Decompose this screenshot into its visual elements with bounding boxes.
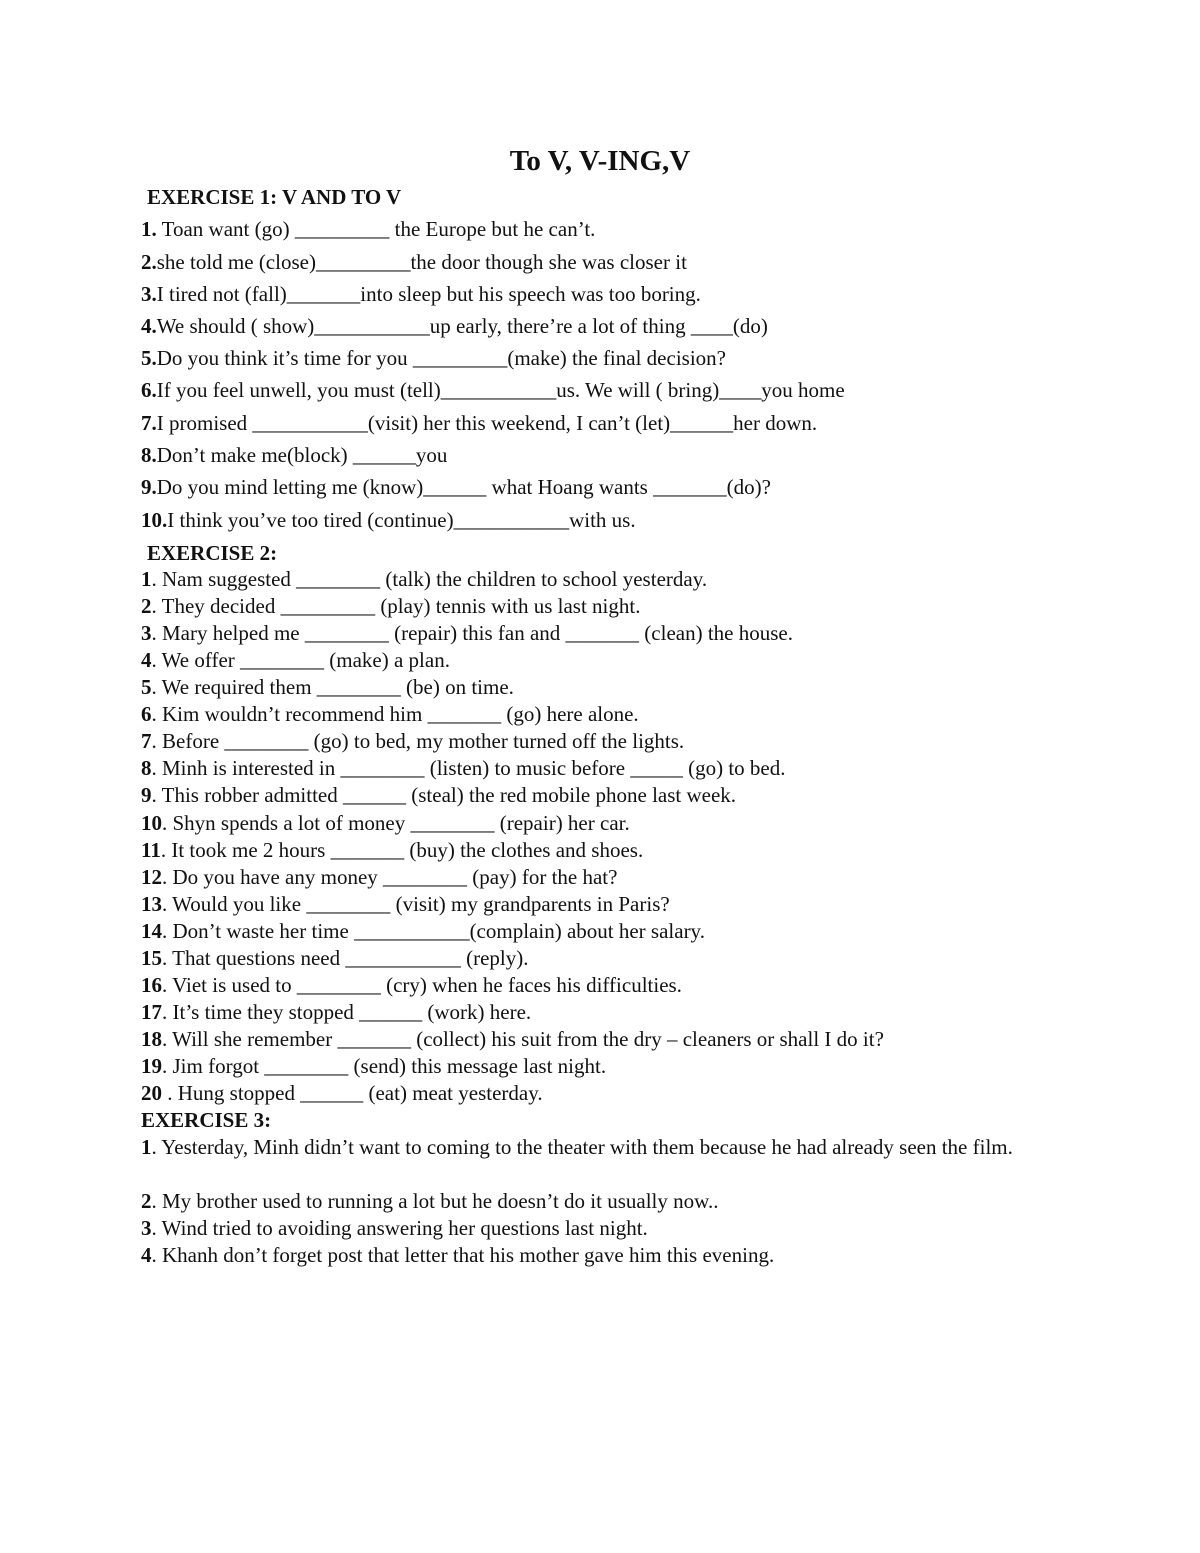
exercise-1-item [141,281,701,307]
exercise-1-item [141,377,845,403]
item-number: 6. [141,378,157,402]
exercise-2-item [141,945,528,971]
exercise-3-item [141,1188,718,1214]
item-number: 1. [141,217,157,241]
item-text: . Do you have any money ________ (pay) for the hat? [162,865,618,889]
item-text: . Wind tried to avoiding answering her questions last night. [151,1216,648,1240]
page-title: To V, V-ING,V [509,145,691,177]
exercise-1-item [141,410,817,436]
item-text: I promised ___________(visit) her this weekend, I can’t (let)______her down. [156,411,818,435]
exercise-2-item [141,647,450,673]
item-number: 6 [141,702,152,726]
item-number: 4 [141,648,152,672]
exercise-1-item [141,216,595,242]
item-number: 3 [141,621,152,645]
item-text: . My brother used to running a lot but he doesn’t do it usually now.. [151,1189,719,1213]
item-text: . Nam suggested ________ (talk) the children to school yesterday. [151,567,708,591]
item-text: . Minh is interested in ________ (listen) to music before _____ (go) to bed. [151,756,786,780]
item-text: . They decided _________ (play) tennis with us last night. [151,594,641,618]
exercise-3-item [141,1215,648,1241]
exercise-2-item [141,674,514,700]
exercise-3-heading: EXERCISE 3: [141,1108,272,1132]
item-number: 1 [141,567,152,591]
exercise-2-heading: EXERCISE 2: [147,541,278,565]
item-text: she told me (close)_________the door though she was closer it [156,250,687,274]
item-number: 9 [141,783,152,807]
item-number: 4. [141,314,157,338]
exercise-2-item [141,566,707,592]
exercise-2-item [141,864,617,890]
item-text: . Kim wouldn’t recommend him _______ (go) here alone. [151,702,639,726]
item-text: . That questions need ___________ (reply). [162,946,529,970]
exercise-2-item [141,972,682,998]
item-number: 18 [141,1027,162,1051]
exercise-1-item [141,474,771,500]
item-number: 3. [141,282,157,306]
item-number: 11 [141,838,161,862]
item-number: 13 [141,892,162,916]
exercise-2-item [141,837,643,863]
item-number: 8. [141,443,157,467]
item-text: Toan want (go) _________ the Europe but he can’t. [156,217,596,241]
item-text: . Shyn spends a lot of money ________ (repair) her car. [162,811,630,835]
item-text: Don’t make me(block) ______you [156,443,448,467]
exercise-2-item [141,620,793,646]
item-number: 20 [141,1081,162,1105]
item-number: 17 [141,1000,162,1024]
item-number: 4 [141,1243,152,1267]
exercise-2-item [141,999,531,1025]
item-number: 3 [141,1216,152,1240]
item-number: 5 [141,675,152,699]
item-text: . It took me 2 hours _______ (buy) the clothes and shoes. [160,838,644,862]
item-number: 7. [141,411,157,435]
item-number: 7 [141,729,152,753]
exercise-2-item [141,755,785,781]
exercise-2-item [141,918,705,944]
item-text: I think you’ve too tired (continue)___________with us. [167,508,636,532]
item-number: 5. [141,346,157,370]
item-number: 1 [141,1135,152,1159]
item-number: 2. [141,250,157,274]
item-text: . Mary helped me ________ (repair) this fan and _______ (clean) the house. [151,621,793,645]
exercise-2-item [141,1053,606,1079]
exercise-1-item [141,442,447,468]
item-text: . Would you like ________ (visit) my grandparents in Paris? [162,892,670,916]
item-text: . Viet is used to ________ (cry) when he faces his difficulties. [162,973,682,997]
exercise-2-item [141,891,670,917]
item-text: . We required them ________ (be) on time. [151,675,514,699]
item-text: . Jim forgot ________ (send) this message last night. [162,1054,607,1078]
exercise-3-item [141,1134,1061,1160]
item-text: . Don’t waste her time ___________(complain) about her salary. [162,919,705,943]
item-number: 10 [141,811,162,835]
exercise-1-item [141,313,768,339]
exercise-2-item [141,782,736,808]
item-number: 8 [141,756,152,780]
item-number: 9. [141,475,157,499]
item-text: Do you think it’s time for you _________(make) the final decision? [156,346,726,370]
item-text: . This robber admitted ______ (steal) the red mobile phone last week. [151,783,737,807]
item-text: . Before ________ (go) to bed, my mother turned off the lights. [151,729,685,753]
item-text: We should ( show)___________up early, there’re a lot of thing ____(do) [156,314,768,338]
item-text: . Hung stopped ______ (eat) meat yesterday. [162,1081,543,1105]
exercise-3-item [141,1242,774,1268]
item-number: 14 [141,919,162,943]
exercise-1-heading: EXERCISE 1: V AND TO V [147,185,402,209]
item-number: 2 [141,594,152,618]
exercise-1-item [141,249,687,275]
exercise-2-item [141,593,640,619]
item-text: I tired not (fall)_______into sleep but his speech was too boring. [156,282,701,306]
exercise-1-item [141,507,636,533]
item-text: . Khanh don’t forget post that letter that his mother gave him this evening. [151,1243,775,1267]
item-number: 15 [141,946,162,970]
item-text: Do you mind letting me (know)______ what Hoang wants _______(do)? [156,475,771,499]
item-number: 2 [141,1189,152,1213]
exercise-1-item [141,345,726,371]
item-number: 19 [141,1054,162,1078]
item-text: . Yesterday, Minh didn’t want to coming to the theater with them because he had already seen the film. [151,1135,1013,1159]
item-number: 12 [141,865,162,889]
item-text: . Will she remember _______ (collect) his suit from the dry – cleaners or shall I do it? [162,1027,884,1051]
exercise-2-item [141,701,639,727]
exercise-2-item [141,1026,884,1052]
item-text: . It’s time they stopped ______ (work) here. [162,1000,532,1024]
item-text: . We offer ________ (make) a plan. [151,648,450,672]
item-text: If you feel unwell, you must (tell)___________us. We will ( bring)____you home [156,378,845,402]
exercise-2-item [141,810,630,836]
exercise-2-item [141,1080,543,1106]
item-number: 16 [141,973,162,997]
item-number: 10. [141,508,168,532]
exercise-2-item [141,728,684,754]
